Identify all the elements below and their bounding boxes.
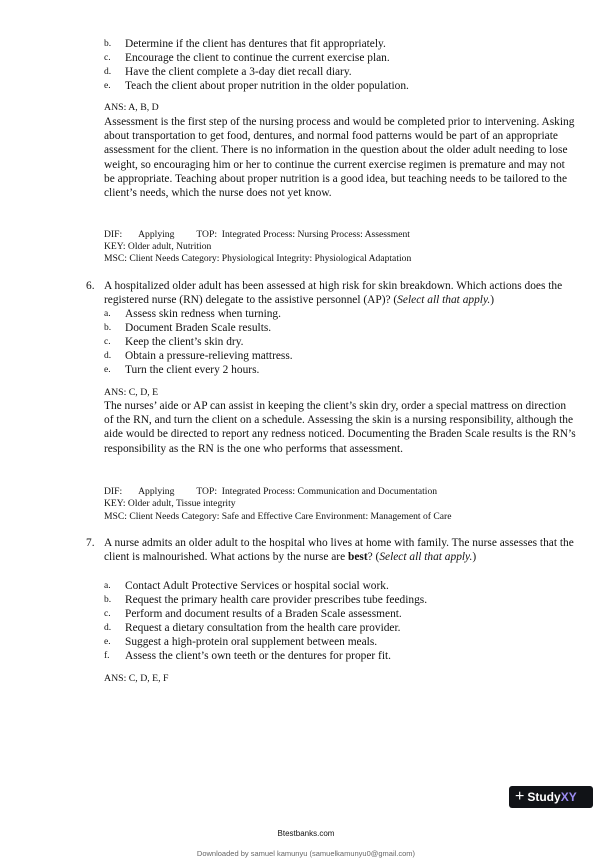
footer-download-note: Downloaded by samuel kamunyu (samuelkamunyu0@gmail.com) — [196, 849, 416, 858]
q6-msc: MSC: Client Needs Category: Safe and Effective Care Environment: Management of Care — [104, 511, 452, 522]
badge-study-text: Study — [527, 790, 561, 804]
q5-answer: ANS: A, B, D — [104, 102, 159, 113]
q5-rationale: Assessment is the first step of the nursing process and would be completed prior to intervening. Asking about transportation to get food, dentures, and normal food patterns would be part of an appropriate assessment for the client. There is no information in the question about the older adult needing to lose weight, so encouraging him or her to continue the current exercise regimen is premature and may not be appropriate. Teaching about proper nutrition is a good idea, but teaching needs to be tailored to the client’s needs, which the nurse does not yet know. — [104, 116, 575, 200]
document-page: b. Determine if the client has dentures that fit appropriately. c. Encourage the client to continue the current exercise plan. d. Have the client complete a 3-day diet recall diary. e. Teach the client about proper nutrition in the older population. ANS: A, B, D Assessment is the first step of the nursing process and would be completed prior to intervening. Asking about transportation to get food, dentures, and normal food patterns would be part of an appropriate assessment for the client. There is no information in the question about the older adult needing to lose weight, so encouraging him or her to continue the current exercise regimen is premature and may not be appropriate. Teaching about proper nutrition is a good idea, but teaching needs to be tailored to the client’s needs, which the nurse does not yet know. DIF: Applying TOP: Integrated Process: Nursing Process: Assessment KEY: Older adult, Nutrition MSC: Client Needs Category: Physiological Integrity: Physiological Adaptation 6. A hospitalized older adult has been assessed at high risk for skin breakdown. Which actions does the registered nurse (RN) delegate to the assistive personnel (AP)? (Select all that apply.) a. Assess skin redness when turning. b. Document Braden Scale results. c. Keep the client’s skin dry. d. Obtain a pressure-relieving mattress. e. Turn the client every 2 hours. ANS: C, D, E The nurses’ aide or AP can assist in keeping the client’s skin dry, order a special mattress on direction of the RN, and turn the client on a schedule. Assessing the skin is a nursing responsibility, although the aide would be directed to report any redness noticed. Documenting the Braden Scale results is the RN’s responsibility as the RN is the one who performs that assessment. DIF: Applying TOP: Integrated Process: Communication and Documentation KEY: Older adult, Tissue integrity MSC: Client Needs Category: Safe and Effective Care Environment: Management of Care 7. A nurse admits an older adult to the hospital who lives at home with family. The nurse assesses that the client is malnourished. What actions by the nurse are best? (Select all that apply.) a. Contact Adult Protective Services or hospital social work. b. Request the primary health care provider prescribes tube feedings. c. Perform and document results of a Braden Scale assessment. d. Request a dietary consultation from the health care provider. e. Suggest a high-protein oral supplement between meals. f. Assess the client’s own teeth or the dentures for proper fit. ANS: C, D, E, F + Study XY Btestbanks.com Downloaded by samuel kamunyu (samuelkamunyu0@gmail.com) — [0, 0, 612, 865]
q7-number: 7. — [86, 537, 95, 549]
q6-answer: ANS: C, D, E — [104, 387, 159, 398]
q7-stem: A nurse admits an older adult to the hospital who lives at home with family. The nurse assesses that the client is malnourished. What actions by the nurse are best? (Select all that apply.) — [104, 537, 574, 564]
plus-icon: + — [515, 788, 525, 805]
q6-stem: A hospitalized older adult has been assessed at high risk for skin breakdown. Which actions does the registered nurse (RN) delegate to the assistive personnel (AP)? (Select all that apply.) — [104, 280, 563, 307]
q6-dif-top: DIF: Applying TOP: Integrated Process: Communication and Documentation — [104, 486, 438, 497]
q5-msc: MSC: Client Needs Category: Physiological Integrity: Physiological Adaptation — [104, 253, 412, 264]
studyxy-badge[interactable] — [509, 786, 593, 808]
q5-key: KEY: Older adult, Nutrition — [104, 241, 212, 252]
q6-rationale: The nurses’ aide or AP can assist in keeping the client’s skin dry, order a special mattress on direction of the RN, and turn the client on a schedule. Assessing the skin is a nursing responsibility, although the aide would be directed to report any redness noticed. Documenting the Braden Scale results is the RN’s responsibility as the RN is the one who performs that assessment. — [104, 400, 576, 455]
q6-key: KEY: Older adult, Tissue integrity — [104, 498, 236, 509]
badge-xy-text: XY — [560, 790, 577, 804]
q5-dif-top: DIF: Applying TOP: Integrated Process: Nursing Process: Assessment — [104, 229, 410, 240]
q7-answer: ANS: C, D, E, F — [104, 673, 169, 684]
footer-site: Btestbanks.com — [277, 829, 335, 838]
q6-number: 6. — [86, 280, 95, 292]
